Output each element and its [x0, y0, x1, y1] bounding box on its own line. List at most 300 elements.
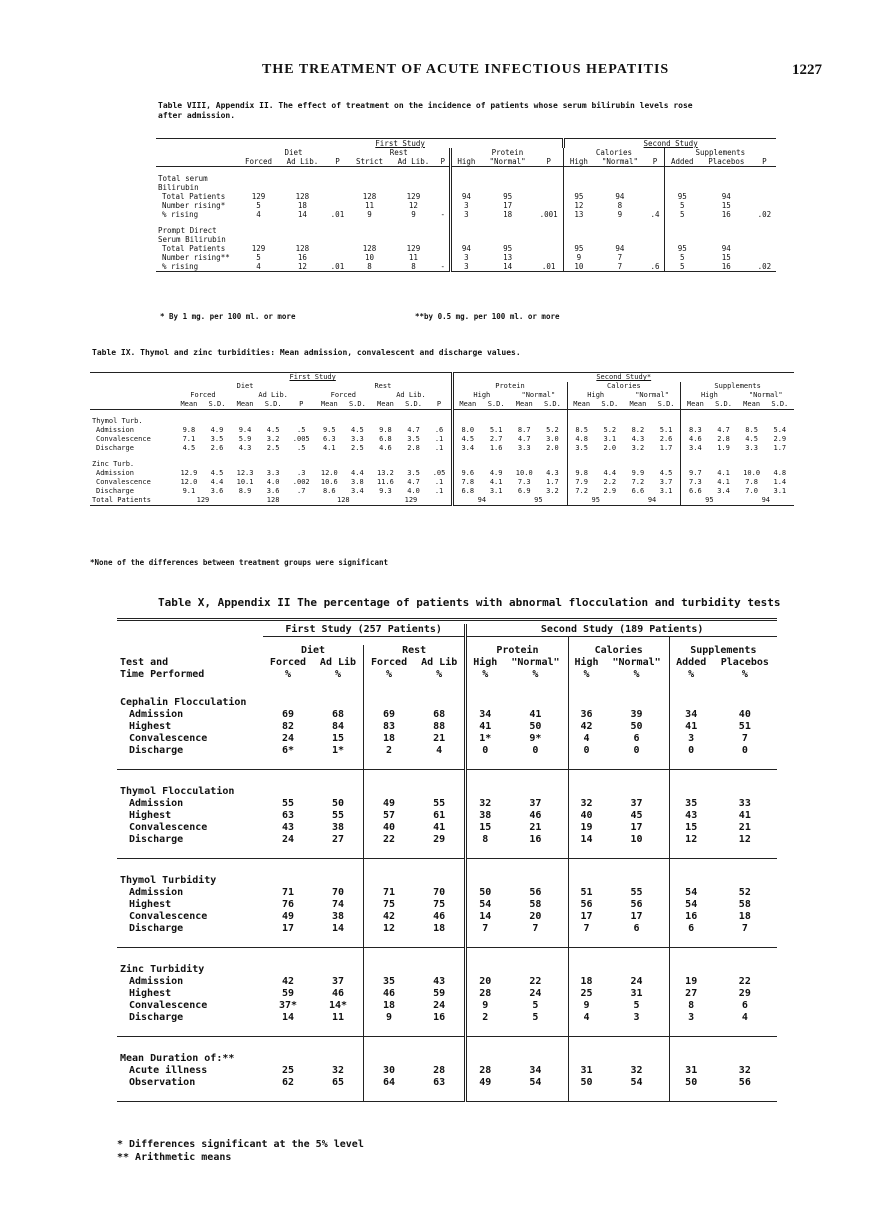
table10-spacer [364, 769, 415, 786]
table8-value: 12 [574, 201, 584, 210]
table9-value: 2.9 [773, 435, 787, 443]
table10-spacer [503, 947, 568, 964]
table9-spacer [652, 453, 681, 460]
table10-value: 38 [479, 809, 492, 821]
table10-value: 28 [479, 987, 492, 999]
table9-spacer [231, 460, 259, 469]
table8-spacer [390, 167, 437, 175]
table10-value: 49 [479, 1076, 492, 1088]
table8-spacer [534, 183, 564, 192]
table8-spacer [238, 235, 279, 244]
table9-spacer [652, 410, 681, 418]
table10-spacer [604, 1036, 669, 1053]
table10-value: 51 [580, 886, 593, 898]
table-row [156, 262, 776, 272]
table9-spacer [738, 460, 766, 469]
table10-value: 9* [503, 733, 568, 745]
table10-value: 46 [383, 987, 396, 999]
table10-value: 64 [383, 1076, 396, 1088]
table10-spacer [604, 757, 669, 770]
table9-spacer [452, 417, 482, 426]
table8-value: 95 [503, 192, 513, 201]
table10-spacer [669, 786, 712, 798]
table10-spacer [117, 1024, 263, 1037]
table8-spacer [349, 183, 390, 192]
table10-spacer [466, 769, 503, 786]
table10-spacer [364, 1024, 415, 1037]
table9-spacer [175, 410, 203, 418]
table10-spacer [364, 1089, 415, 1102]
table8-spacer [450, 167, 481, 175]
table10-spacer [568, 964, 604, 976]
table10-spacer [364, 681, 415, 697]
table9-value: 4.0 [407, 487, 420, 495]
table8-value: 128 [362, 244, 377, 253]
table10-spacer [313, 1036, 364, 1053]
table8-col-header: P [534, 157, 564, 167]
table10-spacer [604, 1024, 669, 1037]
table10-spacer [117, 1036, 263, 1053]
table8-corner [156, 157, 238, 167]
table9-spacer [738, 417, 766, 426]
table10-spacer [604, 681, 669, 697]
table9-value: 7.2 [631, 478, 645, 486]
table9-value: 3.5 [407, 469, 420, 477]
table10-value: 55 [604, 887, 669, 899]
table8-value [326, 201, 349, 210]
table8-col-header: P [762, 157, 767, 166]
table9-spacer [681, 410, 710, 418]
table9-stat-header: S.D. [405, 400, 422, 408]
table10-value: 9 [386, 1011, 393, 1023]
table9-value: 4.1 [717, 469, 730, 477]
table9-spacer [766, 460, 794, 469]
table10-spacer [263, 1036, 313, 1053]
table10-spacer [713, 769, 777, 786]
table9-value: 3.3 [517, 444, 531, 452]
table10-value: 46 [503, 810, 568, 822]
table8-col-header: P [437, 157, 450, 167]
table9-spacer [709, 460, 737, 469]
table8-spacer [279, 235, 326, 244]
table10-spacer [503, 935, 568, 948]
table10-spacer [313, 947, 364, 964]
table10-spacer [263, 769, 313, 786]
table9-value: 10.6 [320, 478, 338, 486]
table10-value: 82 [281, 720, 294, 732]
table10-spacer [364, 697, 415, 709]
table9-value: 4.4 [351, 469, 364, 477]
table8-row-label: Total Patients [162, 192, 226, 201]
table10-spacer [263, 846, 313, 859]
table10-value: 19 [685, 975, 698, 987]
table8-spacer [450, 226, 481, 235]
table10-spacer [466, 757, 503, 770]
table10-spacer [669, 846, 712, 859]
table10-spacer [713, 858, 777, 875]
table8-value: 13 [574, 210, 584, 219]
table10-spacer [263, 697, 313, 709]
table9-value: 5.2 [538, 426, 567, 435]
table-row [117, 976, 777, 988]
table10-group-calories: Calories [568, 645, 669, 657]
table10-value: 6 [604, 733, 669, 745]
table10-spacer [414, 1089, 466, 1102]
table8-spacer [450, 219, 481, 226]
table8-value: 13 [503, 253, 513, 262]
table9-spacer [315, 453, 343, 460]
table8-col-header: Placebos [708, 157, 745, 166]
table9-value: 9.1 [182, 487, 196, 495]
table8-section-title: Bilirubin [158, 183, 199, 192]
table10-value: 71 [383, 886, 396, 898]
table9-value: 6.3 [322, 435, 336, 443]
table8-value [534, 244, 564, 253]
table10-value: 9 [583, 999, 590, 1011]
table10-row-label: Discharge [129, 1011, 184, 1023]
table8-value: 16 [721, 262, 731, 271]
table8-spacer [238, 183, 279, 192]
table10-value: 29 [738, 987, 751, 999]
table10-value: 16 [685, 910, 698, 922]
table10-spacer [117, 1089, 263, 1102]
table9-section-title: Zinc Turb. [92, 460, 135, 468]
table8-spacer [481, 174, 534, 183]
table10-value: 70 [414, 887, 466, 899]
table9-value: 3.1 [489, 487, 503, 495]
table8-value [646, 253, 664, 262]
table9-value: 3.3 [266, 469, 280, 477]
table9-stat-header: S.D. [208, 400, 226, 408]
table10-row-label: Discharge [129, 744, 184, 756]
table10-spacer [604, 769, 669, 786]
table9-value: 8.3 [689, 426, 702, 434]
table9-spacer [709, 453, 737, 460]
table9-value: 4.1 [489, 478, 503, 486]
table8-value: 129 [406, 244, 421, 253]
table8-spacer [481, 219, 534, 226]
table9-value: .002 [292, 478, 310, 486]
table10-group-supplements: Supplements [690, 644, 757, 656]
table8-value: 10 [364, 253, 375, 262]
table10-value: 8 [688, 999, 695, 1011]
table8-spacer [437, 174, 450, 183]
table10-spacer [466, 1053, 503, 1065]
table9-value: .7 [296, 487, 306, 495]
table8-group-calories: Calories [564, 148, 664, 157]
table10-spacer [604, 1053, 669, 1065]
table9-value: 6.8 [461, 487, 475, 495]
table9-spacer [203, 453, 231, 460]
table10-spacer [669, 757, 712, 770]
table9-value: 9.3 [379, 487, 392, 495]
table9-spacer [567, 417, 596, 426]
table10-spacer [263, 1024, 313, 1037]
table8-value: 3 [464, 253, 469, 262]
table9-value: 12.0 [180, 478, 198, 486]
table8-col-header: High [569, 157, 588, 166]
table9-spacer [510, 410, 538, 418]
table8-spacer [390, 219, 437, 226]
table9-value: 2.9 [603, 487, 617, 495]
table8-spacer [753, 174, 776, 183]
table10-value: 31 [604, 988, 669, 1000]
table8-value: 129 [406, 192, 421, 201]
table10-spacer [364, 947, 415, 964]
table10-row-label: Admission [129, 708, 184, 720]
table10-spacer [669, 947, 712, 964]
table-row [117, 834, 777, 846]
table8-spacer [326, 183, 349, 192]
table9-total: 95 [510, 496, 567, 506]
table10-spacer [263, 875, 313, 887]
table10-spacer [466, 935, 503, 948]
table9-spacer [681, 460, 710, 469]
table8-spacer [753, 226, 776, 235]
table8-value [326, 192, 349, 201]
table9-value: 3.4 [351, 487, 364, 495]
table10-value: 54 [685, 886, 698, 898]
table10-spacer [503, 769, 568, 786]
table10-value: 9 [482, 999, 489, 1011]
table10-spacer [713, 757, 777, 770]
table10-value: 34 [685, 708, 698, 720]
table9-value: 1.7 [652, 444, 681, 453]
table8-spacer [753, 235, 776, 244]
table9-stat-header: S.D. [348, 400, 366, 408]
table8-spacer [564, 226, 594, 235]
table10-value: 25 [281, 1064, 294, 1076]
table8-spacer [450, 235, 481, 244]
table10-spacer [604, 947, 669, 964]
table10-spacer [117, 935, 263, 948]
table8-value: 5 [680, 201, 685, 210]
table10-spacer [713, 697, 777, 709]
table10-value: 42 [383, 910, 396, 922]
table9 [90, 372, 794, 506]
table8-value: 94 [615, 244, 625, 253]
table10-caption: Table X, Appendix II The percentage of patients with abnormal flocculation and turbidity tests [158, 596, 781, 609]
table10-pct-header: % [284, 668, 291, 680]
table10-spacer [313, 681, 364, 697]
table9-value: 2.7 [489, 435, 503, 443]
table8-value: 129 [251, 192, 266, 201]
table9-spacer [399, 460, 427, 469]
table-row [117, 911, 777, 923]
table8-spacer [349, 219, 390, 226]
table9-value: 8.2 [631, 426, 645, 434]
table9-value: 5.9 [238, 435, 252, 443]
table8-value: 4 [256, 262, 261, 271]
table10-value: 43 [281, 821, 294, 833]
table8-value [534, 253, 564, 262]
table10-spacer [568, 681, 604, 697]
table10-col-header: Ad Lib [414, 657, 466, 669]
table10-spacer [568, 947, 604, 964]
table10-value: 25 [580, 987, 593, 999]
table9-spacer [538, 410, 567, 418]
table9-spacer [287, 460, 315, 469]
table-row [90, 469, 794, 478]
table9-value: 4.5 [182, 444, 196, 452]
table10-value: 31 [685, 1064, 698, 1076]
table10-row-label: Admission [129, 886, 184, 898]
page-number: 1227 [792, 62, 822, 78]
table8-spacer [279, 219, 326, 226]
table9-group-diet: Diet [236, 382, 254, 390]
table8-value: - [437, 210, 450, 219]
table9-value: 3.4 [461, 444, 475, 452]
table10-spacer [604, 875, 669, 887]
table9-spacer [766, 417, 794, 426]
table10-value: 36 [580, 708, 593, 720]
table10-spacer [466, 846, 503, 859]
table10-value: 27 [313, 834, 364, 846]
table9-value: 6.6 [631, 487, 645, 495]
table8-spacer [481, 167, 534, 175]
table10-value: 58 [738, 898, 751, 910]
table9-spacer [203, 460, 231, 469]
table10-spacer [466, 947, 503, 964]
table10-spacer [604, 858, 669, 875]
table8-spacer [326, 226, 349, 235]
table8-value: 94 [721, 192, 731, 201]
table10-value: 21 [503, 822, 568, 834]
table9-value: 2.0 [603, 444, 617, 452]
table9-spacer [371, 460, 399, 469]
table10-value: 16 [503, 834, 568, 846]
table9-spacer [596, 460, 624, 469]
table8-second-study: Second Study [564, 139, 776, 149]
table-row [117, 887, 777, 899]
table8-spacer [279, 183, 326, 192]
table10-value: 15 [313, 733, 364, 745]
table9-value: 7.2 [575, 487, 588, 495]
table10-spacer [414, 1024, 466, 1037]
table10-group-diet: Diet [263, 645, 364, 657]
table9-spacer [510, 460, 538, 469]
table10-spacer [117, 947, 263, 964]
table10-value: 3 [688, 1011, 695, 1023]
table9-spacer [482, 460, 510, 469]
table10-value: 6 [741, 999, 748, 1011]
table10-spacer [503, 786, 568, 798]
table10-spacer [713, 935, 777, 948]
table10-spacer [503, 1053, 568, 1065]
table-row [117, 1077, 777, 1089]
table8-value: 5 [256, 253, 261, 262]
table8-col-header: High [457, 157, 476, 166]
table9-value: 2.8 [717, 435, 730, 443]
table9-spacer [596, 417, 624, 426]
table10-spacer [414, 1053, 466, 1065]
table9-spacer [538, 460, 567, 469]
table8-spacer [753, 183, 776, 192]
table10-spacer [466, 681, 503, 697]
table8-col-header: Strict [355, 157, 384, 166]
table9-value: 4.5 [210, 469, 224, 477]
table10-value: 34 [503, 1065, 568, 1077]
table10-value: 32 [738, 1064, 751, 1076]
table10-value: 12 [685, 833, 698, 845]
table8-spacer [646, 167, 664, 175]
table10-value: 14 [313, 923, 364, 935]
table8-value: 94 [615, 192, 625, 201]
table9-value: 6.9 [517, 487, 531, 495]
table10-value: 21 [738, 821, 751, 833]
table9-total: 128 [266, 496, 280, 504]
table10-value: 24 [604, 976, 669, 988]
table10-value: 27 [685, 987, 698, 999]
table10-value: 18 [383, 999, 396, 1011]
table10-value: 5 [503, 1000, 568, 1012]
table9-value: .05 [428, 469, 452, 478]
table8-spacer [437, 167, 450, 175]
table8-value: .6 [646, 262, 664, 272]
table10-value: 41 [738, 809, 751, 821]
table10-value: 22 [383, 833, 396, 845]
table9-value: 3.2 [631, 444, 645, 452]
table10-row-head: Test and [120, 656, 169, 668]
table10-value: 75 [414, 899, 466, 911]
table-row [117, 988, 777, 1000]
table10-value: 43 [414, 976, 466, 988]
table10-spacer [568, 846, 604, 859]
table10-value: 56 [738, 1076, 751, 1088]
table9-value: 4.7 [407, 478, 420, 486]
table8-value: 3 [464, 201, 469, 210]
table8-value: 4 [256, 210, 261, 219]
table10-spacer [466, 786, 503, 798]
table10-value: 37* [278, 999, 298, 1011]
table9-spacer [399, 410, 427, 418]
table9-value: 9.8 [182, 426, 196, 434]
table9-value: 9.9 [631, 469, 645, 477]
table10-value: 14 [479, 910, 492, 922]
table9-row-label: Admission [96, 469, 134, 477]
table9-value: 12.0 [320, 469, 338, 477]
table9-value: 4.7 [717, 426, 730, 434]
table9-spacer [315, 410, 343, 418]
table9-spacer [343, 460, 371, 469]
table10-pct-header: % [482, 668, 489, 680]
table10-spacer [466, 1036, 503, 1053]
table10-spacer [669, 697, 712, 709]
table9-spacer [428, 410, 452, 418]
table-row [117, 721, 777, 733]
table9-caption: Table IX. Thymol and zinc turbidities: Mean admission, convalescent and discharge values. [92, 348, 521, 357]
table10-spacer [313, 1053, 364, 1065]
table10-spacer [503, 697, 568, 709]
table10-value: 88 [414, 721, 466, 733]
table8-spacer [593, 183, 646, 192]
table10-section-title: Cephalin Flocculation [120, 696, 247, 708]
table10-value: 52 [738, 886, 751, 898]
table10-second-study: Second Study (189 Patients) [466, 624, 777, 637]
table10-col-header: "Normal" [604, 657, 669, 669]
table9-value: 4.3 [238, 444, 252, 452]
table9-total: 128 [337, 496, 350, 504]
table8-col-header: "Normal" [489, 157, 526, 166]
table8-spacer [700, 235, 753, 244]
table10-spacer [669, 1024, 712, 1037]
table8-value: 5 [680, 253, 685, 262]
table8-value: 12 [297, 262, 307, 271]
table8-value [753, 244, 776, 253]
table10-spacer [117, 846, 263, 859]
table8-value: 3 [464, 210, 469, 219]
table8-value: .001 [534, 210, 564, 219]
